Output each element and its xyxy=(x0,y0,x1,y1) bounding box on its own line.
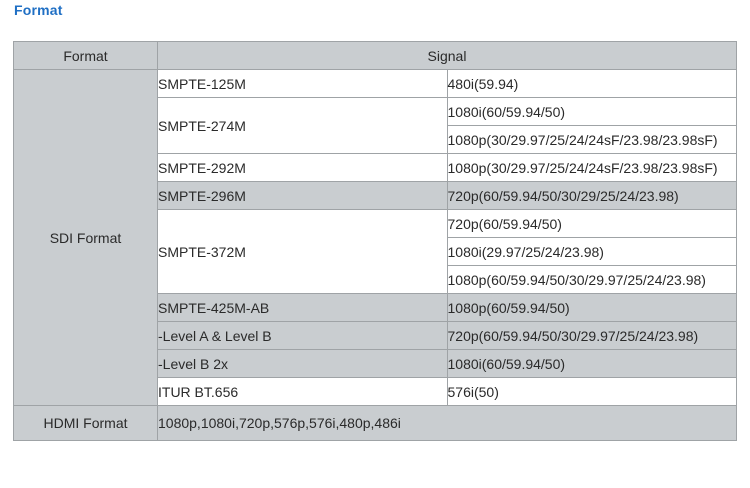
signal-name: SMPTE-425M-AB xyxy=(158,294,448,322)
signal-value: 1080p(60/59.94/50/30/29.97/25/24/23.98) xyxy=(447,266,737,294)
signal-name: -Level B 2x xyxy=(158,350,448,378)
table-row-hdmi xyxy=(14,406,737,441)
signal-name: SMPTE-296M xyxy=(158,182,448,210)
signal-value: 480i(59.94) xyxy=(447,70,737,98)
signal-value: 720p(60/59.94/50) xyxy=(447,210,737,238)
signal-value: 720p(60/59.94/50/30/29.97/25/24/23.98) xyxy=(447,322,737,350)
signal-name: -Level A & Level B xyxy=(158,322,448,350)
format-table xyxy=(13,41,737,441)
page-title: Format xyxy=(14,2,63,18)
signal-name: SMPTE-125M xyxy=(158,70,448,98)
table-header-row xyxy=(14,42,737,70)
hdmi-format-label: HDMI Format xyxy=(14,406,158,441)
signal-value: 1080i(60/59.94/50) xyxy=(447,98,737,126)
signal-value: 720p(60/59.94/50/30/29/25/24/23.98) xyxy=(447,182,737,210)
table-row xyxy=(14,70,737,98)
format-table-container xyxy=(13,41,737,441)
signal-value: 1080i(60/59.94/50) xyxy=(447,350,737,378)
signal-value: 1080p(30/29.97/25/24/24sF/23.98/23.98sF) xyxy=(447,126,737,154)
signal-value: 1080p(60/59.94/50) xyxy=(447,294,737,322)
signal-value: 1080i(29.97/25/24/23.98) xyxy=(447,238,737,266)
signal-name: ITUR BT.656 xyxy=(158,378,448,406)
signal-value: 1080p(30/29.97/25/24/24sF/23.98/23.98sF) xyxy=(447,154,737,182)
signal-name: SMPTE-274M xyxy=(158,98,448,154)
hdmi-format-value: 1080p,1080i,720p,576p,576i,480p,486i xyxy=(158,406,737,441)
header-signal: Signal xyxy=(158,42,737,70)
sdi-format-label: SDI Format xyxy=(14,70,158,406)
signal-value: 576i(50) xyxy=(447,378,737,406)
header-format: Format xyxy=(14,42,158,70)
signal-name: SMPTE-292M xyxy=(158,154,448,182)
signal-name: SMPTE-372M xyxy=(158,210,448,294)
